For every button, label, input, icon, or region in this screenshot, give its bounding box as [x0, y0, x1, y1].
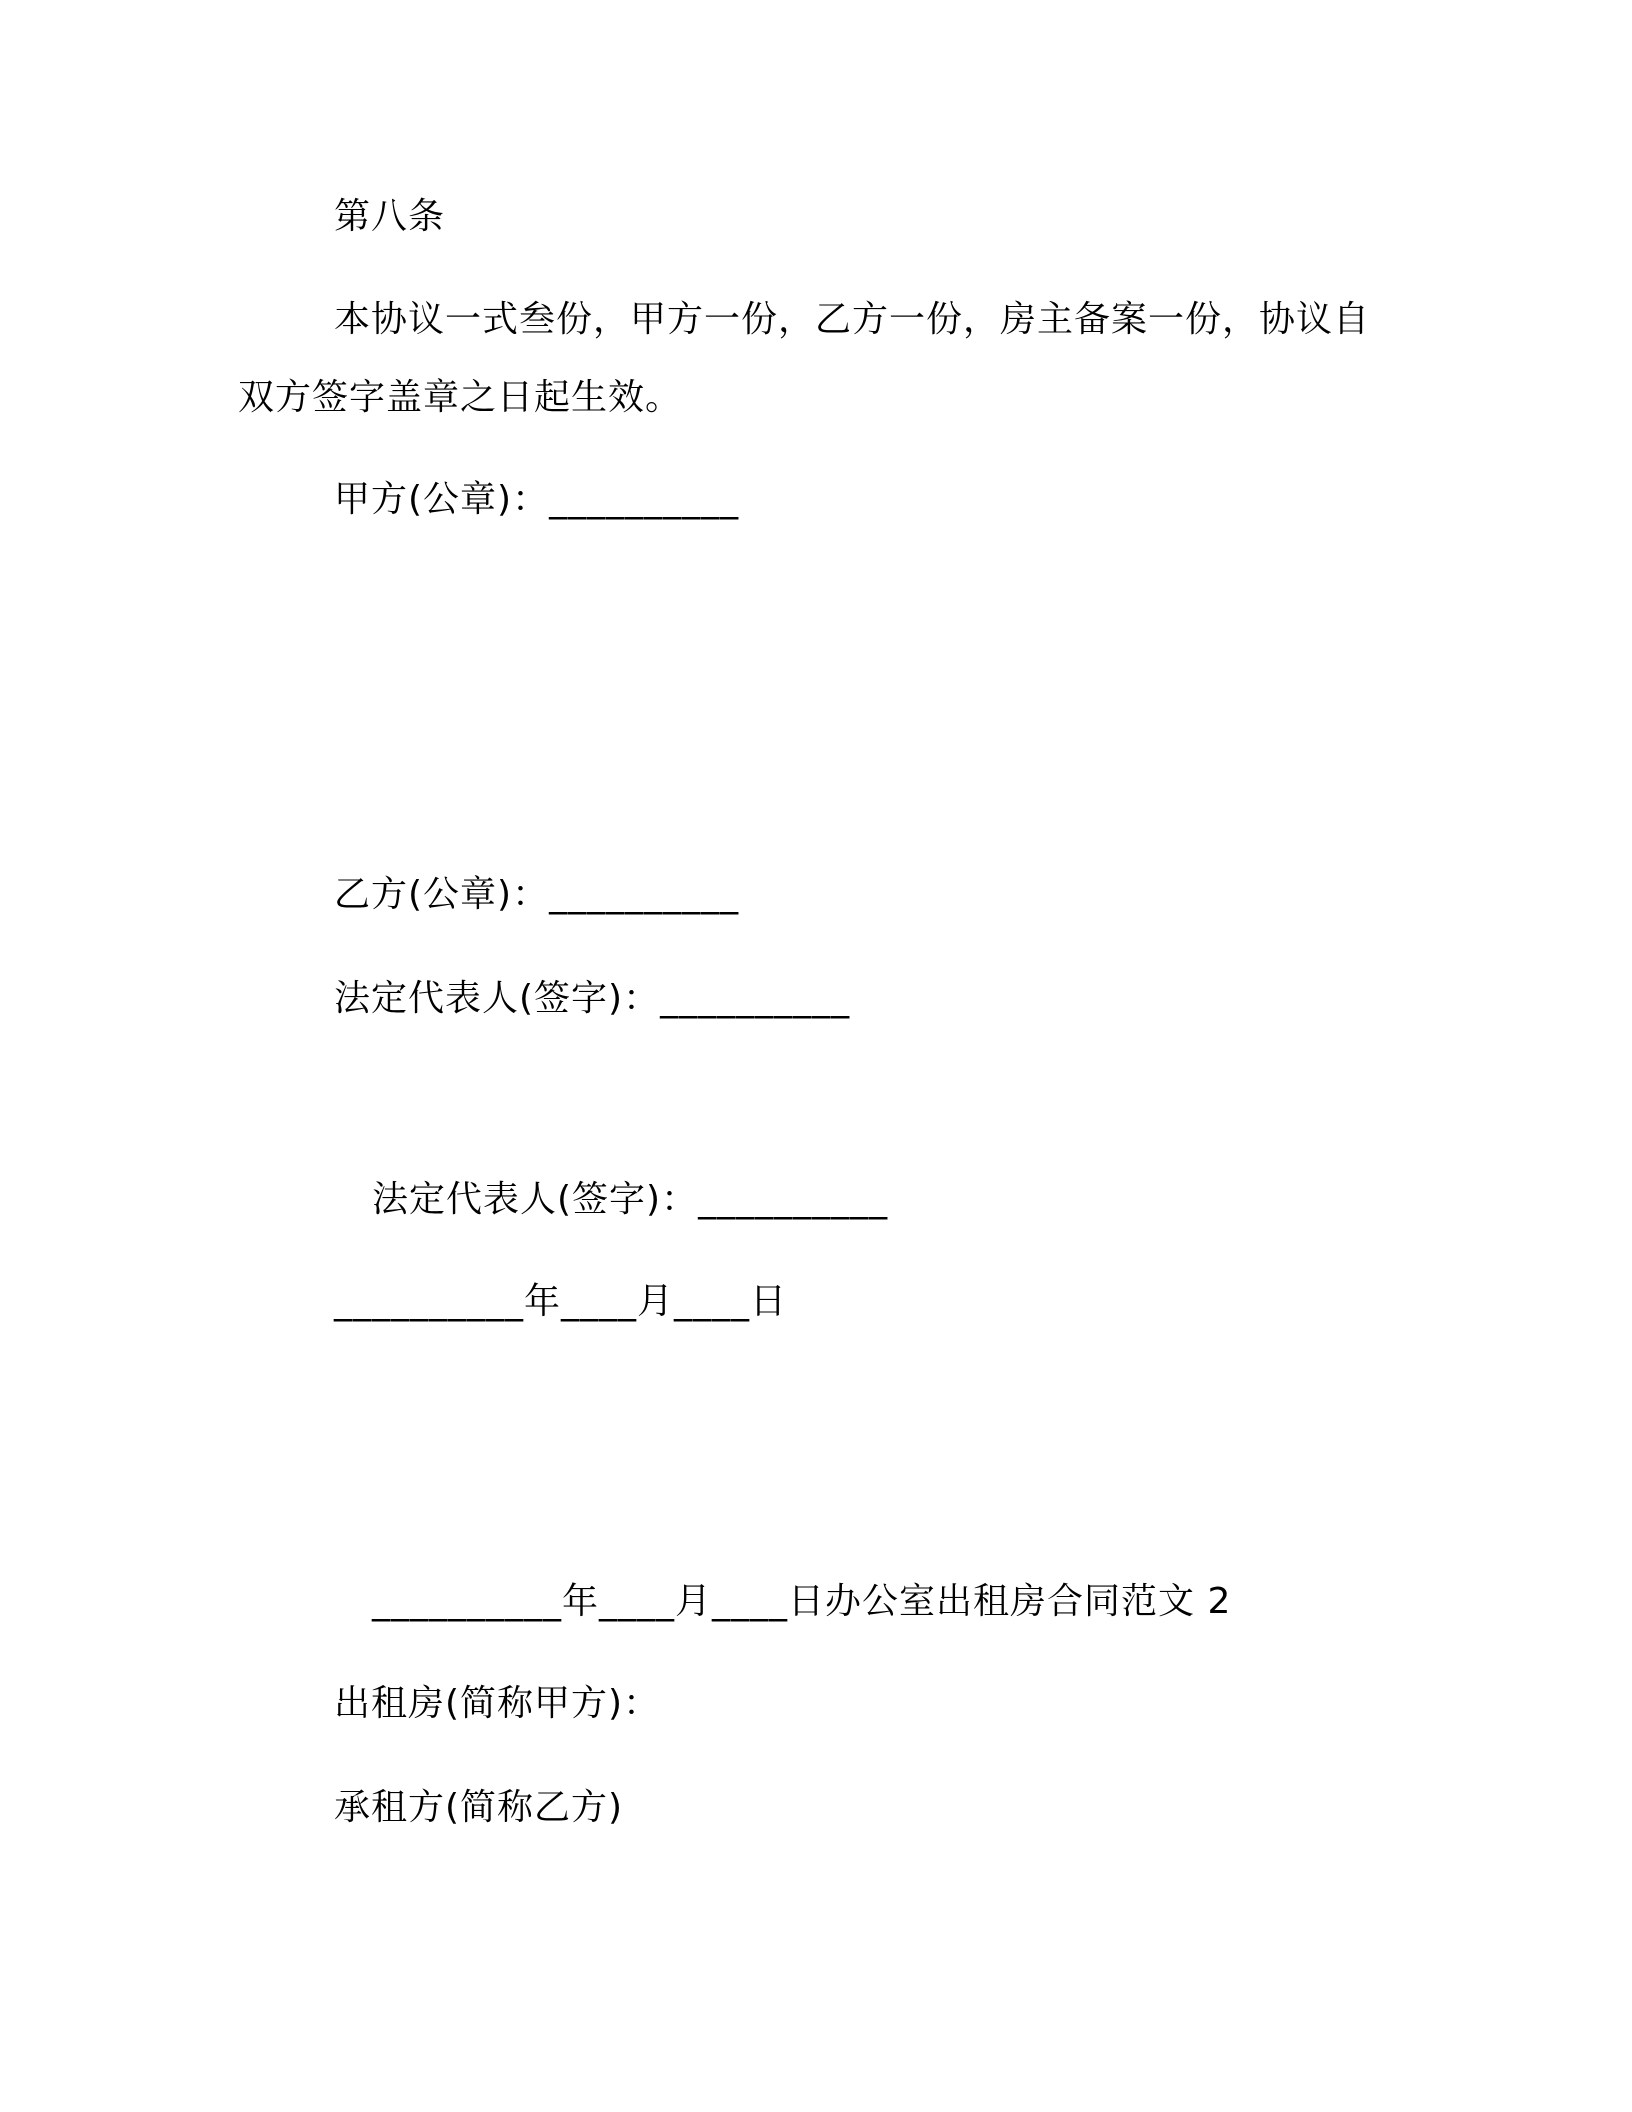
lessee-line: 承租方(简称乙方)	[334, 1787, 624, 1828]
legal-rep-signature-line-2: 法定代表人(签字)：__________	[372, 1179, 889, 1220]
legal-rep-signature-line-1: 法定代表人(签字)：__________	[334, 978, 851, 1019]
next-contract-title: __________年____月____日办公室出租房合同范文 2	[372, 1581, 1232, 1622]
article-heading: 第八条	[334, 196, 446, 237]
lessor-line: 出租房(简称甲方)：	[334, 1683, 661, 1724]
party-b-seal-line: 乙方(公章)：__________	[334, 874, 740, 915]
paragraph-line-2: 双方签字盖章之日起生效。	[238, 377, 683, 418]
party-a-seal-line: 甲方(公章)：__________	[334, 479, 740, 520]
date-line: __________年____月____日	[334, 1281, 787, 1322]
paragraph-line-1: 本协议一式叁份，甲方一份，乙方一份，房主备案一份，协议自	[334, 299, 1371, 340]
